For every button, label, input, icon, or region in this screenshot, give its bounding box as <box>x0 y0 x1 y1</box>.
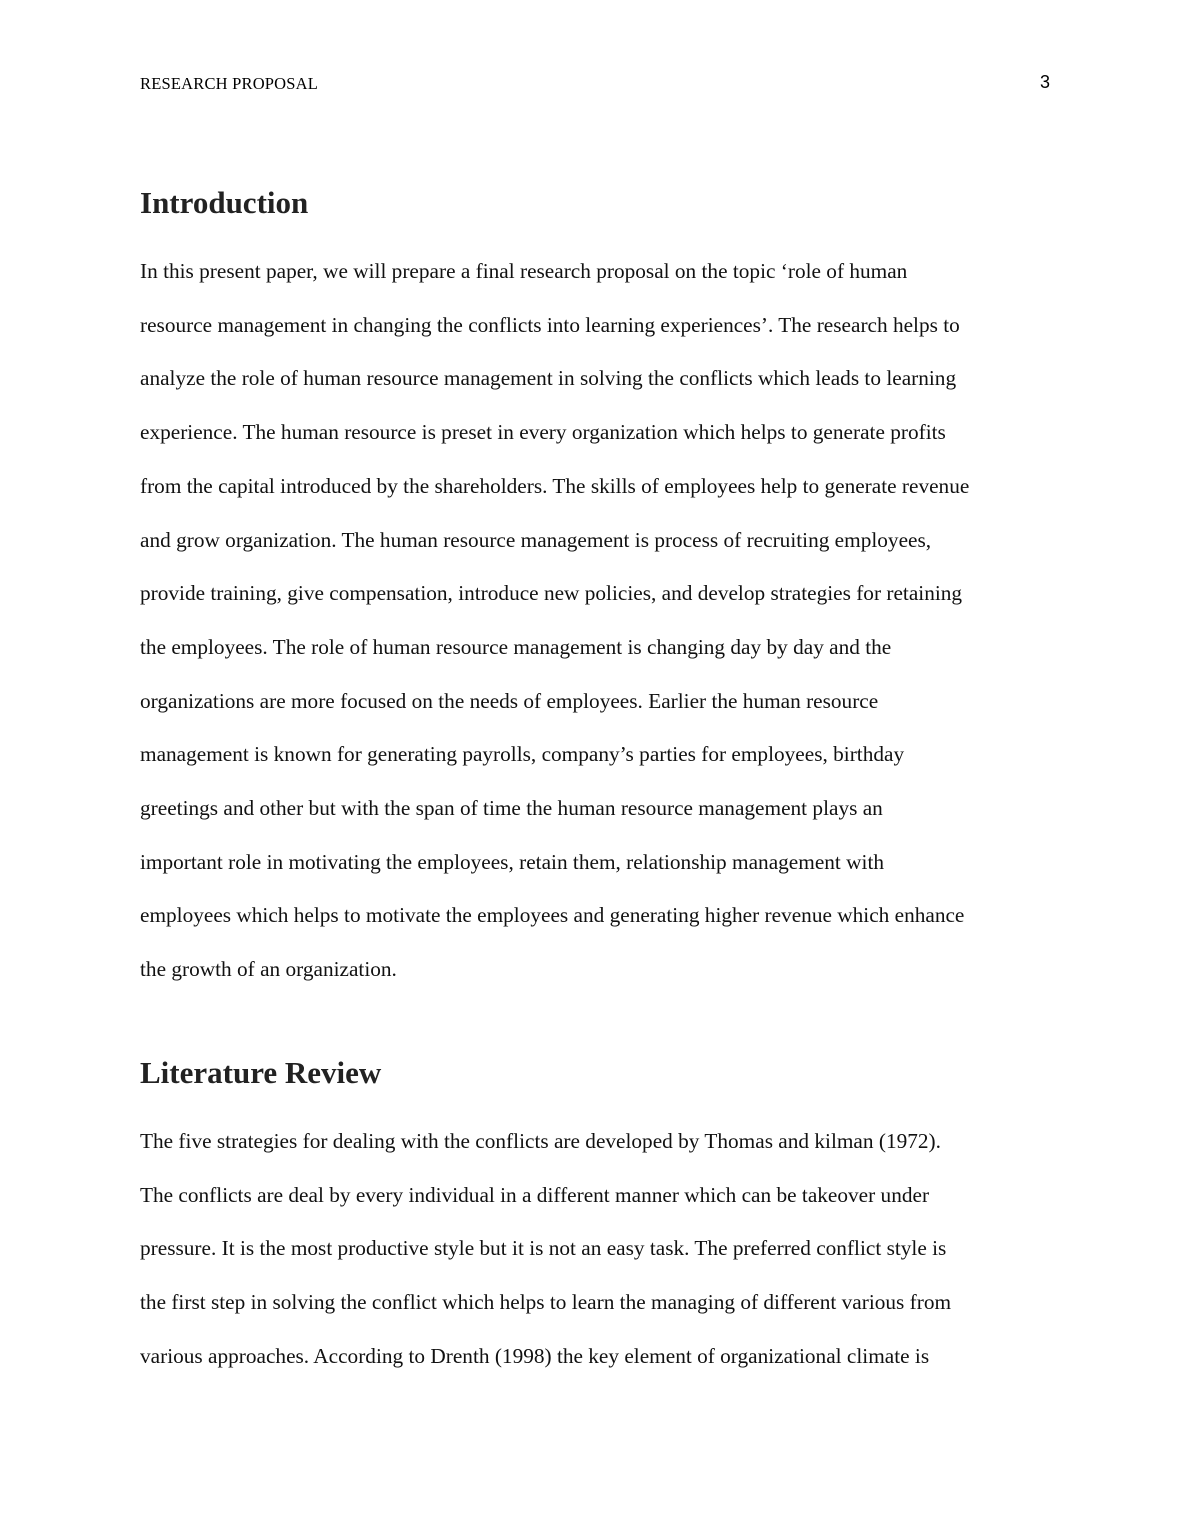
section-introduction <box>140 183 1052 982</box>
paragraph-line: analyze the role of human resource management in solving the conflicts which leads to learning <box>140 366 957 391</box>
paragraph-line: organizations are more focused on the needs of employees. Earlier the human resource <box>140 688 879 713</box>
paragraph-line: management is known for generating payrolls, company’s parties for employees, birthday <box>140 742 905 767</box>
paragraph-line: the growth of an organization. <box>140 957 397 982</box>
paragraph-line: resource management in changing the conflicts into learning experiences’. The research helps to <box>140 312 960 337</box>
section-paragraph <box>140 245 1052 997</box>
paragraph-line: In this present paper, we will prepare a final research proposal on the topic ‘role of human <box>140 259 908 283</box>
paragraph-line: from the capital introduced by the shareholders. The skills of employees help to generate revenue <box>140 473 970 498</box>
paragraph-line: pressure. It is the most productive style but it is not an easy task. The preferred conflict style is <box>140 1236 947 1261</box>
section-literature-review <box>140 1053 1052 1368</box>
paragraph-line: experience. The human resource is preset in every organization which helps to generate profits <box>140 420 946 445</box>
paragraph-line: the first step in solving the conflict which helps to learn the managing of different various from <box>140 1290 952 1315</box>
page-number: 3 <box>1039 72 1050 92</box>
paragraph-line: greetings and other but with the span of time the human resource management plays an <box>140 796 883 821</box>
section-paragraph <box>140 1115 1052 1384</box>
paragraph-line: employees which helps to motivate the employees and generating higher revenue which enhance <box>140 903 965 928</box>
running-head: RESEARCH PROPOSAL <box>140 74 319 93</box>
paragraph-line: The conflicts are deal by every individual in a different manner which can be takeover under <box>140 1182 930 1207</box>
paragraph-line: the employees. The role of human resource management is changing day by day and the <box>140 634 892 659</box>
section-title: Literature Review <box>140 1055 382 1090</box>
section-title: Introduction <box>140 185 309 220</box>
paragraph-line: provide training, give compensation, introduce new policies, and develop strategies for retaining <box>140 581 963 606</box>
paragraph-line: and grow organization. The human resource management is process of recruiting employees, <box>140 527 932 552</box>
paragraph-line: The five strategies for dealing with the conflicts are developed by Thomas and kilman (1972). <box>140 1129 941 1153</box>
paragraph-line: various approaches. According to Drenth (1998) the key element of organizational climate is <box>140 1343 930 1368</box>
paragraph-line: important role in motivating the employees, retain them, relationship management with <box>140 849 885 874</box>
